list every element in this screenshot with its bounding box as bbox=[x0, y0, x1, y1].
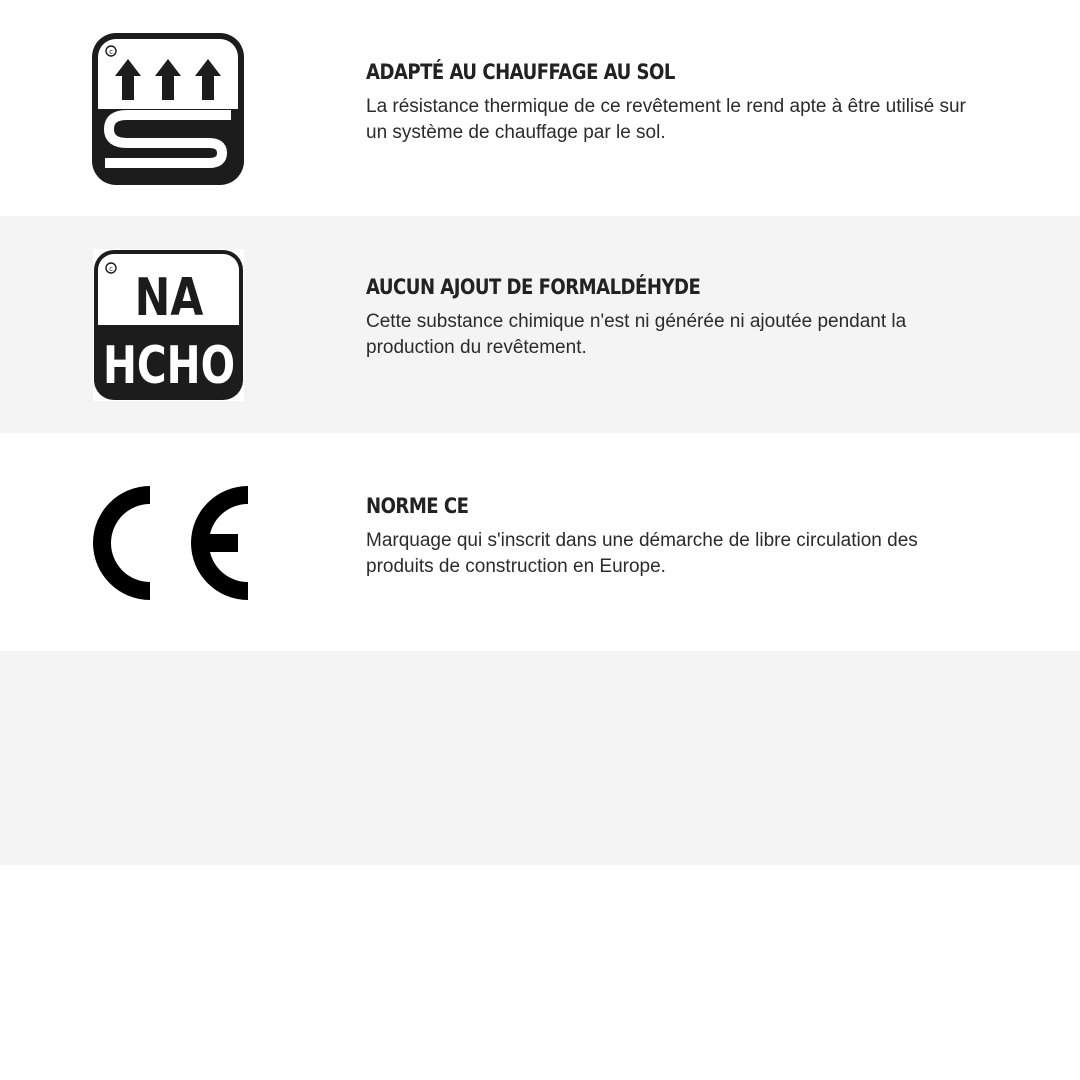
svg-text:c: c bbox=[109, 265, 113, 273]
na-hcho-formaldehyde-icon bbox=[93, 249, 253, 401]
feature-title: ADAPTÉ AU CHAUFFAGE AU SOL bbox=[366, 60, 675, 84]
icon-label-na: NA bbox=[134, 267, 204, 329]
ce-mark-icon bbox=[88, 486, 248, 600]
feature-row-underfloor-heating bbox=[0, 0, 1080, 216]
feature-description: La résistance thermique de ce revêtement le rend apte à être utilisé sur un système de chauffage par le sol. bbox=[366, 96, 966, 143]
svg-text:c: c bbox=[109, 48, 113, 56]
feature-description: Cette substance chimique n'est ni générée ni ajoutée pendant la production du revêtement. bbox=[366, 311, 907, 358]
feature-row-ce-norm bbox=[0, 433, 1080, 651]
underfloor-heating-icon bbox=[91, 32, 251, 186]
feature-row-formaldehyde bbox=[0, 216, 1080, 433]
feature-title: NORME CE bbox=[366, 494, 469, 518]
icon-label-hcho: HCHO bbox=[102, 335, 236, 396]
empty-row bbox=[0, 651, 1080, 865]
feature-title: AUCUN AJOUT DE FORMALDÉHYDE bbox=[366, 275, 701, 299]
feature-description: Marquage qui s'inscrit dans une démarche de libre circulation des produits de construction en Europe. bbox=[366, 530, 918, 577]
